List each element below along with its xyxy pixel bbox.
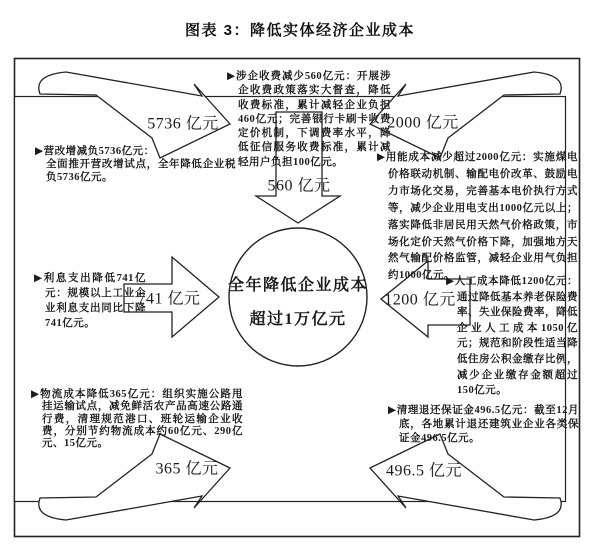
tax-amount: 5736 亿元 bbox=[147, 115, 219, 133]
figure-title: 图表 3：降低实体经济企业成本 bbox=[184, 22, 415, 39]
deposits-description: ▶清理退还保证金496.5亿元：截至12月底，各地累计退还建筑业企业各类保证金496.5亿元。 bbox=[388, 405, 579, 444]
interest-description: ▶利息支出降低741亿元：规模以上工业企业利息支出同比下降741亿元。 bbox=[34, 273, 146, 329]
center-caption-line1: 全年降低企业成本 bbox=[227, 277, 368, 294]
fees-amount: 560 亿元 bbox=[267, 177, 331, 195]
fees-description: ▶涉企收费减少560亿元：开展涉企收费政策落实大督查，降低收费标准，累计减轻企业负担460亿元；完善银行卡刷卡收费定价机制，下调费率水平，降低征信服务收费标准，累计减轻用户负担100亿元。 bbox=[227, 71, 391, 168]
labor-amount: 1200 亿元 bbox=[384, 291, 456, 309]
tax-description bbox=[35, 145, 236, 185]
labor-description: ▶人工成本降低1200亿元：通过降低基本养老保险费率、失业保险费率，降低企业人工成本1050亿元；规范和阶段性适当降低住房公积金缴存比例，减少企业缴存金额超过150亿元。 bbox=[446, 276, 578, 397]
logistics-amount: 365 亿元 bbox=[155, 460, 219, 478]
deposits-amount: 496.5 亿元 bbox=[385, 462, 463, 480]
interest-amount: 741 亿元 bbox=[137, 290, 201, 308]
energy-amount: 2000 亿元 bbox=[387, 114, 459, 132]
center-circle-caption bbox=[213, 272, 383, 329]
tax-description-lead: ▶营改增减负5736亿元： bbox=[35, 146, 155, 157]
tax-description-body: 全面推开营改增试点，全年降低企业税负5736亿元。 bbox=[46, 159, 236, 184]
energy-description: ▶用能成本减少超过2000亿元：实施煤电价格联动机制、输配电价改革、鼓励电力市场化交易，完善基本电价执行方式等，减少企业用电支出1000亿元以上；落实降低非居民用天然气价格政策，市场化定价天然气价格下降，加强地方天然气输配价格监管，减轻企业用气负担约1000亿元。 bbox=[377, 152, 578, 282]
center-caption-line2: 超过1万亿元 bbox=[249, 311, 347, 328]
logistics-description: ▶物流成本降低365亿元：组织实施公路甩挂运输试点，减免鲜活农产品高速公路通行费，清理规范港口、班轮运输企业收费，分别节约物流成本约60亿元、290亿元、15亿元。 bbox=[31, 389, 243, 450]
